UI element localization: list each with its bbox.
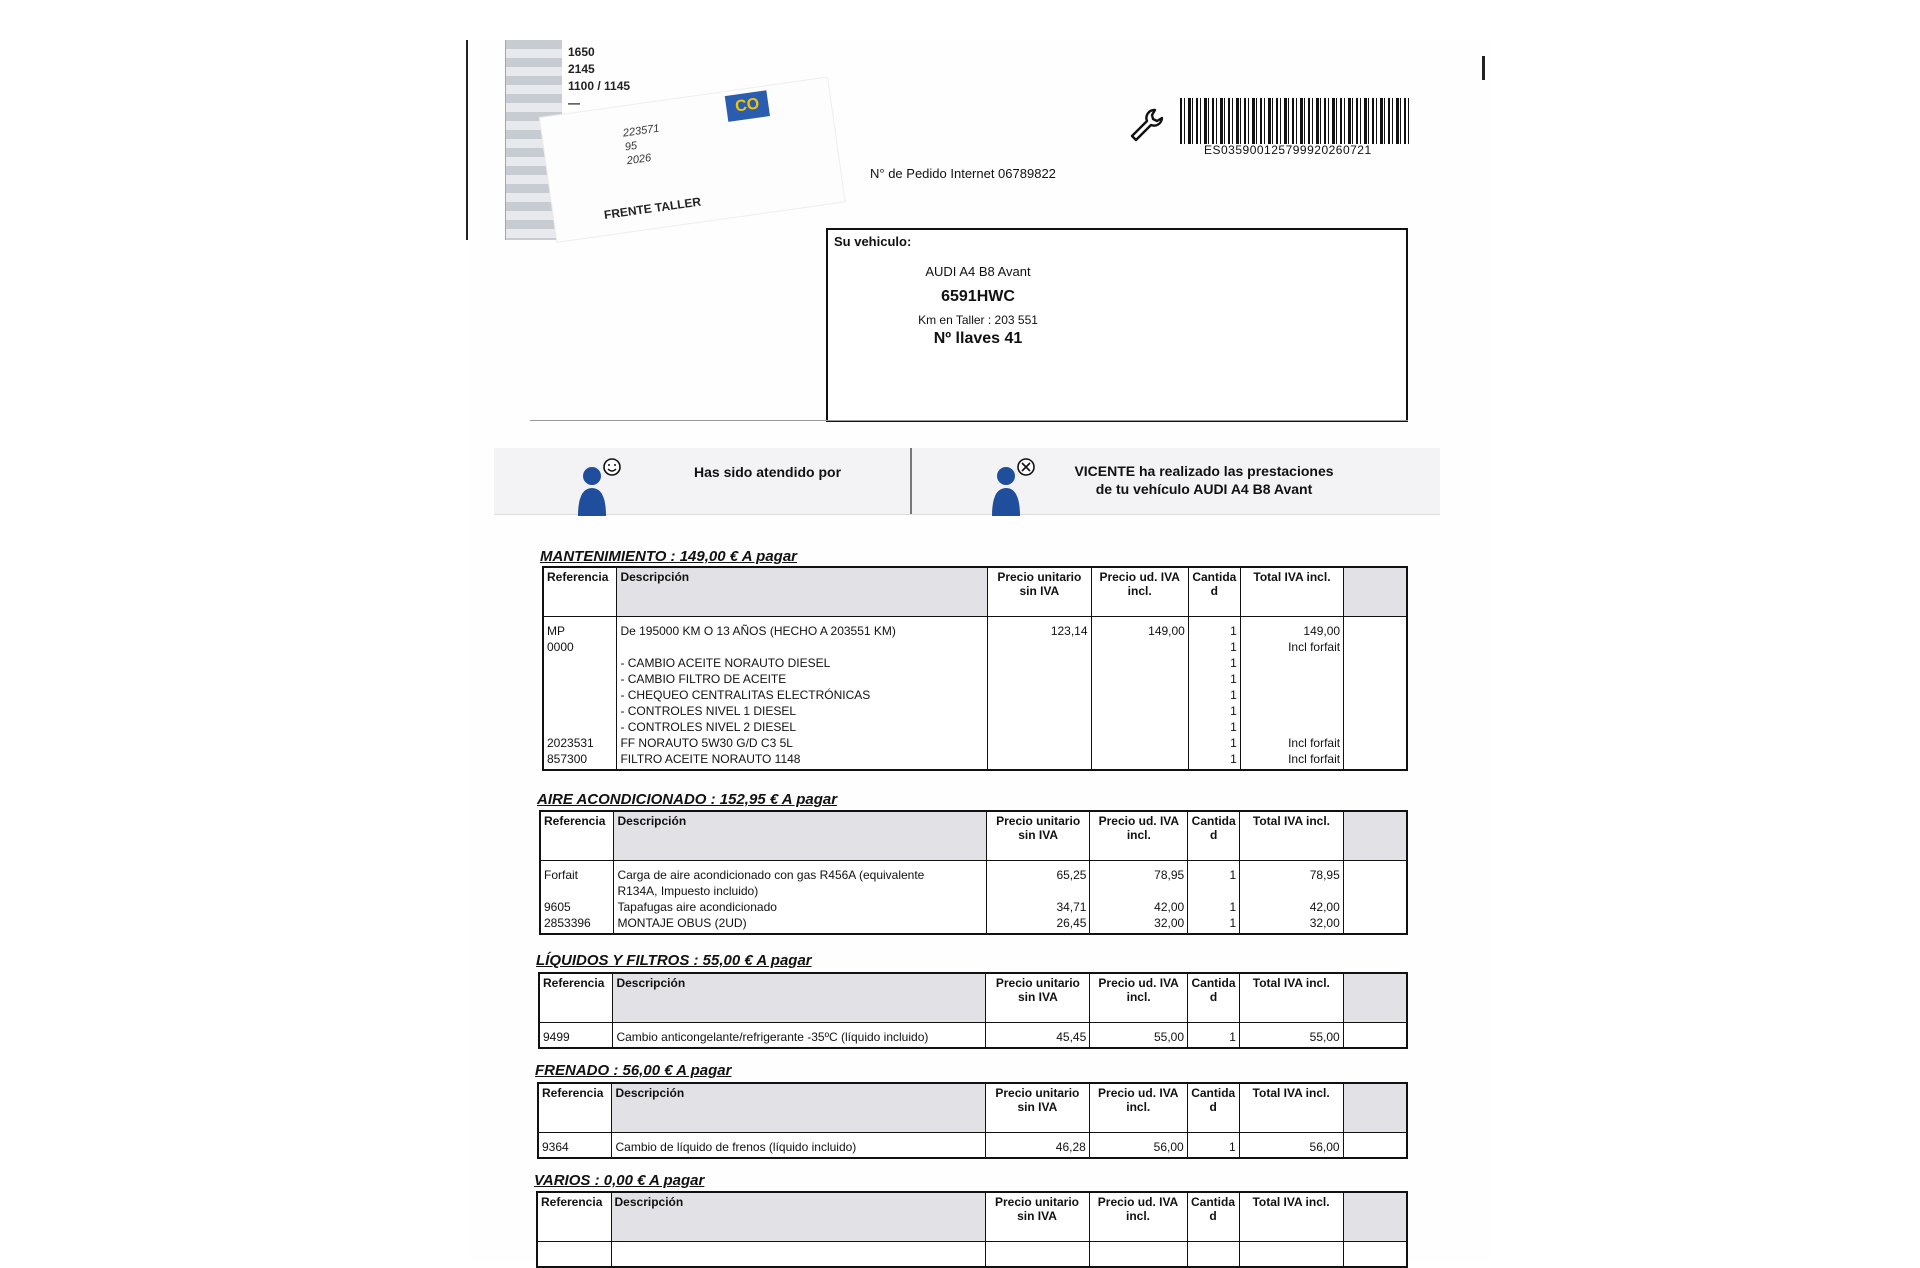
header-label: Precio ud. IVA [1097, 1195, 1179, 1209]
cell-desc: Carga de aire acondicionado con gas R456A (equivalente [614, 861, 986, 884]
header-label: Precio unitario [997, 570, 1082, 584]
flap-line: 2026 [626, 151, 652, 168]
cell-desc: FILTRO ACEITE NORAUTO 1148 [617, 751, 988, 770]
cell-total [1240, 687, 1343, 703]
vehicle-km: Km en Taller : 203 551 [918, 313, 1038, 327]
cell-qty: 1 [1188, 655, 1240, 671]
cell-price [988, 735, 1091, 751]
table-header-row [537, 1192, 1407, 1242]
cell-qty: 1 [1188, 751, 1240, 770]
cell-ref: 2023531 [543, 735, 617, 751]
header-label: Descripción [620, 570, 690, 584]
cell-total [1240, 655, 1343, 671]
cell-total: 78,95 [1240, 861, 1344, 884]
flap-line: 95 [624, 139, 638, 154]
header-label: Referencia [542, 1086, 604, 1100]
cell-iva [1091, 719, 1188, 735]
cell-ref: MP [543, 617, 617, 640]
col-header-desc [612, 1083, 985, 1133]
table-header-row [538, 1083, 1407, 1133]
cell-ref [537, 1242, 611, 1268]
barcode-number: ES035900125799920260721 [1204, 143, 1372, 157]
cell-price [988, 671, 1091, 687]
cell-extra [1344, 617, 1407, 640]
cell-desc: FF NORAUTO 5W30 G/D C3 5L [617, 735, 988, 751]
table-row [543, 719, 1407, 735]
cell-total: 32,00 [1240, 915, 1344, 934]
col-header-extra [1343, 1192, 1407, 1242]
cell-iva [1091, 687, 1188, 703]
header-label: sin IVA [1017, 1209, 1057, 1223]
cell-qty: 1 [1188, 861, 1240, 884]
cell-price [988, 719, 1091, 735]
col-header-iva [1089, 1192, 1187, 1242]
cell-total [1240, 883, 1344, 899]
cell-ref [543, 655, 617, 671]
cell-qty: 1 [1188, 671, 1240, 687]
vehicle-model: AUDI A4 B8 Avant [925, 264, 1031, 279]
cell-ref: Forfait [540, 861, 614, 884]
flap-footer: FRENTE TALLER [603, 194, 702, 222]
performed-by-text [1024, 462, 1384, 498]
table-row [540, 915, 1407, 934]
cell-total: 149,00 [1240, 617, 1343, 640]
col-header-ref [539, 973, 613, 1023]
header-label: d [1210, 584, 1219, 598]
col-header-qty [1188, 567, 1240, 617]
cell-ref [543, 687, 617, 703]
cell-qty: 1 [1188, 639, 1240, 655]
col-header-desc [617, 567, 988, 617]
col-header-total [1240, 567, 1343, 617]
cell-desc: Cambio de líquido de frenos (líquido incluido) [612, 1133, 985, 1159]
cell-extra [1344, 687, 1407, 703]
header-label: Precio ud. IVA [1098, 976, 1179, 990]
cell-desc: De 195000 KM O 13 AÑOS (HECHO A 203551 KM) [617, 617, 988, 640]
cell-iva: 56,00 [1089, 1133, 1187, 1159]
cell-price [988, 639, 1091, 655]
wrench-icon [1126, 106, 1166, 146]
cell-extra [1344, 751, 1407, 770]
stack-line: — [568, 96, 580, 110]
cell-price [988, 703, 1091, 719]
cell-iva: 149,00 [1091, 617, 1188, 640]
cell-extra [1343, 1023, 1407, 1049]
col-header-price [986, 973, 1090, 1023]
cell-price: 123,14 [988, 617, 1091, 640]
header-label: incl. [1127, 584, 1152, 598]
service-banner [494, 448, 1440, 515]
vehicle-info-box [826, 228, 1408, 422]
col-header-total [1239, 1192, 1343, 1242]
table-row [543, 703, 1407, 719]
header-label: Referencia [547, 570, 609, 584]
cell-extra [1344, 671, 1407, 687]
cell-desc [617, 639, 988, 655]
header-label: incl. [1126, 990, 1151, 1004]
cell-ref: 0000 [543, 639, 617, 655]
flap-line: 223571 [622, 122, 661, 140]
header-label: Cantida [1191, 1086, 1236, 1100]
cell-extra [1343, 899, 1407, 915]
header-label: Total IVA incl. [1252, 1195, 1330, 1209]
col-header-iva [1090, 973, 1188, 1023]
cell-qty: 1 [1188, 687, 1240, 703]
col-header-price [985, 1192, 1089, 1242]
col-header-price [986, 811, 1090, 861]
cell-desc: - CAMBIO FILTRO DE ACEITE [617, 671, 988, 687]
col-header-price [985, 1083, 1089, 1133]
cell-ref [543, 703, 617, 719]
cell-desc: - CHEQUEO CENTRALITAS ELECTRÓNICAS [617, 687, 988, 703]
header-label: Cantida [1190, 1195, 1235, 1209]
col-header-total [1239, 1083, 1343, 1133]
col-header-extra [1343, 1083, 1407, 1133]
header-label: sin IVA [1017, 1100, 1058, 1114]
col-header-desc [611, 1192, 985, 1242]
section-title-varios: VARIOS : 0,00 € A pagar [534, 1172, 705, 1189]
header-label: Precio ud. IVA [1098, 814, 1180, 828]
cell-iva [1091, 751, 1188, 770]
cell-price: 46,28 [985, 1133, 1089, 1159]
table-row [543, 735, 1407, 751]
cell-total: 56,00 [1239, 1133, 1343, 1159]
cell-extra [1344, 639, 1407, 655]
table-mantenimiento [542, 566, 1408, 771]
header-label: Descripción [614, 1195, 684, 1209]
stack-line: 1100 / 1145 [568, 79, 631, 93]
performed-line: VICENTE ha realizado las prestaciones [1074, 463, 1334, 479]
col-header-iva [1091, 567, 1188, 617]
stack-line: 2145 [568, 62, 595, 76]
col-header-ref [540, 811, 614, 861]
cell-price: 26,45 [986, 915, 1090, 934]
performed-line: de tu vehículo AUDI A4 B8 Avant [1095, 481, 1313, 497]
header-label: d [1209, 1100, 1217, 1114]
vehicle-keys: Nº llaves 41 [933, 330, 1023, 347]
section-title-aire: AIRE ACONDICIONADO : 152,95 € A pagar [537, 791, 838, 808]
table-row [540, 899, 1407, 915]
col-header-iva [1090, 811, 1188, 861]
cell-desc: R134A, Impuesto incluido) [614, 883, 986, 899]
cell-desc: Cambio anticongelante/refrigerante -35ºC (líquido incluido) [613, 1023, 986, 1049]
table-row [543, 671, 1407, 687]
col-header-iva [1089, 1083, 1187, 1133]
cell-price: 34,71 [986, 899, 1090, 915]
cell-extra [1343, 915, 1407, 934]
cell-qty: 1 [1188, 915, 1240, 934]
table-row [543, 639, 1407, 655]
cell-extra [1344, 719, 1407, 735]
header-label: Cantida [1191, 976, 1236, 990]
header-label: Precio ud. IVA [1099, 570, 1180, 584]
cell-ref [543, 671, 617, 687]
header-label: sin IVA [1019, 584, 1060, 598]
page-edge-mark [1482, 56, 1485, 80]
table-row [538, 1133, 1407, 1159]
vehicle-plate: 6591HWC [941, 288, 1015, 305]
cell-total: Incl forfait [1240, 751, 1343, 770]
cell-extra [1344, 655, 1407, 671]
table-row [537, 1242, 1407, 1268]
header-label: Precio unitario [995, 976, 1080, 990]
col-header-total [1239, 973, 1343, 1023]
header-label: Referencia [544, 814, 606, 828]
cell-total [1240, 703, 1343, 719]
page-edge-line [466, 40, 468, 240]
header-label: Descripción [616, 976, 686, 990]
cell-extra [1343, 1133, 1407, 1159]
cell-iva: 55,00 [1090, 1023, 1188, 1049]
header-label: Precio unitario [996, 814, 1081, 828]
cell-ref: 9605 [540, 899, 614, 915]
cell-total [1239, 1242, 1343, 1268]
col-header-qty [1188, 973, 1240, 1023]
section-title-frenado: FRENADO : 56,00 € A pagar [535, 1062, 732, 1079]
cell-qty: 1 [1188, 735, 1240, 751]
col-header-desc [614, 811, 986, 861]
header-label: incl. [1126, 828, 1151, 842]
header-label: incl. [1126, 1100, 1151, 1114]
stack-line: 1650 [568, 45, 595, 59]
banner-divider [910, 448, 912, 514]
header-label: Descripción [617, 814, 687, 828]
order-number: N° de Pedido Internet 06789822 [870, 166, 1056, 181]
cell-qty: 1 [1188, 617, 1240, 640]
cell-total: 42,00 [1240, 899, 1344, 915]
cell-qty: 1 [1188, 719, 1240, 735]
table-row [543, 751, 1407, 770]
col-header-desc [613, 973, 986, 1023]
cell-ref: 2853396 [540, 915, 614, 934]
table-header-row [540, 811, 1407, 861]
cell-ref: 857300 [543, 751, 617, 770]
cell-qty: 1 [1187, 1133, 1239, 1159]
col-header-price [988, 567, 1091, 617]
cell-price [988, 687, 1091, 703]
section-title-liquidos: LÍQUIDOS Y FILTROS : 55,00 € A pagar [536, 952, 812, 969]
divider-line [530, 420, 1408, 421]
table-row [543, 617, 1407, 640]
cell-extra [1343, 883, 1407, 899]
col-header-ref [543, 567, 617, 617]
smiling-person-icon [578, 458, 622, 518]
cell-qty [1188, 883, 1240, 899]
cell-iva [1091, 735, 1188, 751]
header-label: Total IVA incl. [1252, 1086, 1330, 1100]
col-header-qty [1187, 1192, 1239, 1242]
cell-extra [1344, 735, 1407, 751]
header-label: Precio unitario [995, 1086, 1080, 1100]
cell-total: Incl forfait [1240, 639, 1343, 655]
cell-price [986, 883, 1090, 899]
cell-iva [1091, 671, 1188, 687]
table-row [540, 883, 1407, 899]
table-row [539, 1023, 1407, 1049]
section-title-mantenimiento: MANTENIMIENTO : 149,00 € A pagar [540, 548, 798, 565]
cell-desc: - CONTROLES NIVEL 1 DIESEL [617, 703, 988, 719]
cell-desc: - CAMBIO ACEITE NORAUTO DIESEL [617, 655, 988, 671]
cell-ref: 9499 [539, 1023, 613, 1049]
flap-text [622, 122, 664, 169]
cell-extra [1343, 861, 1407, 884]
header-label: d [1209, 1209, 1217, 1223]
attended-by-text: Has sido atendido por [694, 464, 842, 480]
header-label: Cantida [1192, 570, 1237, 584]
cell-qty: 1 [1188, 899, 1240, 915]
col-header-extra [1343, 973, 1407, 1023]
col-header-extra [1343, 811, 1407, 861]
cell-extra [1344, 703, 1407, 719]
table-row [543, 655, 1407, 671]
cell-ref [540, 883, 614, 899]
cell-desc: Tapafugas aire acondicionado [614, 899, 986, 915]
header-label: Total IVA incl. [1252, 976, 1330, 990]
col-header-ref [537, 1192, 611, 1242]
cell-desc: MONTAJE OBUS (2UD) [614, 915, 986, 934]
table-row [543, 687, 1407, 703]
col-header-extra [1344, 567, 1407, 617]
cell-iva: 32,00 [1090, 915, 1188, 934]
cell-price: 45,45 [986, 1023, 1090, 1049]
cell-total [1240, 671, 1343, 687]
cell-price: 65,25 [986, 861, 1090, 884]
table-varios [536, 1191, 1408, 1268]
cell-ref [543, 719, 617, 735]
header-label: Descripción [615, 1086, 685, 1100]
cell-iva [1089, 1242, 1187, 1268]
cell-price [988, 655, 1091, 671]
cell-iva [1091, 639, 1188, 655]
cell-iva: 42,00 [1090, 899, 1188, 915]
col-header-ref [538, 1083, 612, 1133]
cell-price [988, 751, 1091, 770]
table-frenado [537, 1082, 1408, 1159]
header-label: d [1209, 828, 1218, 842]
header-label: Total IVA incl. [1252, 814, 1331, 828]
col-header-qty [1187, 1083, 1239, 1133]
header-label: Referencia [543, 976, 605, 990]
header-label: d [1209, 990, 1218, 1004]
cell-total [1240, 719, 1343, 735]
cell-qty [1187, 1242, 1239, 1268]
cell-total: Incl forfait [1240, 735, 1343, 751]
header-label: Cantida [1191, 814, 1236, 828]
cell-qty: 1 [1188, 703, 1240, 719]
cell-total: 55,00 [1239, 1023, 1343, 1049]
header-label: incl. [1125, 1209, 1150, 1223]
col-header-qty [1188, 811, 1240, 861]
header-label: Precio unitario [994, 1195, 1080, 1209]
barcode-image [1180, 98, 1410, 144]
cell-qty: 1 [1188, 1023, 1240, 1049]
table-row [540, 861, 1407, 884]
table-aire [539, 810, 1408, 935]
cell-extra [1343, 1242, 1407, 1268]
cell-iva [1091, 655, 1188, 671]
header-label: sin IVA [1018, 828, 1059, 842]
cell-desc [611, 1242, 985, 1268]
header-label: sin IVA [1017, 990, 1058, 1004]
cell-price [985, 1242, 1089, 1268]
col-header-total [1240, 811, 1344, 861]
table-header-row [539, 973, 1407, 1023]
cell-desc: - CONTROLES NIVEL 2 DIESEL [617, 719, 988, 735]
cell-iva [1090, 883, 1188, 899]
table-liquidos [538, 972, 1408, 1049]
header-label: Total IVA incl. [1253, 570, 1331, 584]
store-logo: CO [725, 90, 770, 122]
table-header-row [543, 567, 1407, 617]
header-label: Referencia [541, 1195, 603, 1209]
cell-ref: 9364 [538, 1133, 612, 1159]
cell-iva: 78,95 [1090, 861, 1188, 884]
cell-iva [1091, 703, 1188, 719]
header-label: Precio ud. IVA [1098, 1086, 1179, 1100]
vehicle-label: Su vehiculo: [834, 234, 912, 249]
